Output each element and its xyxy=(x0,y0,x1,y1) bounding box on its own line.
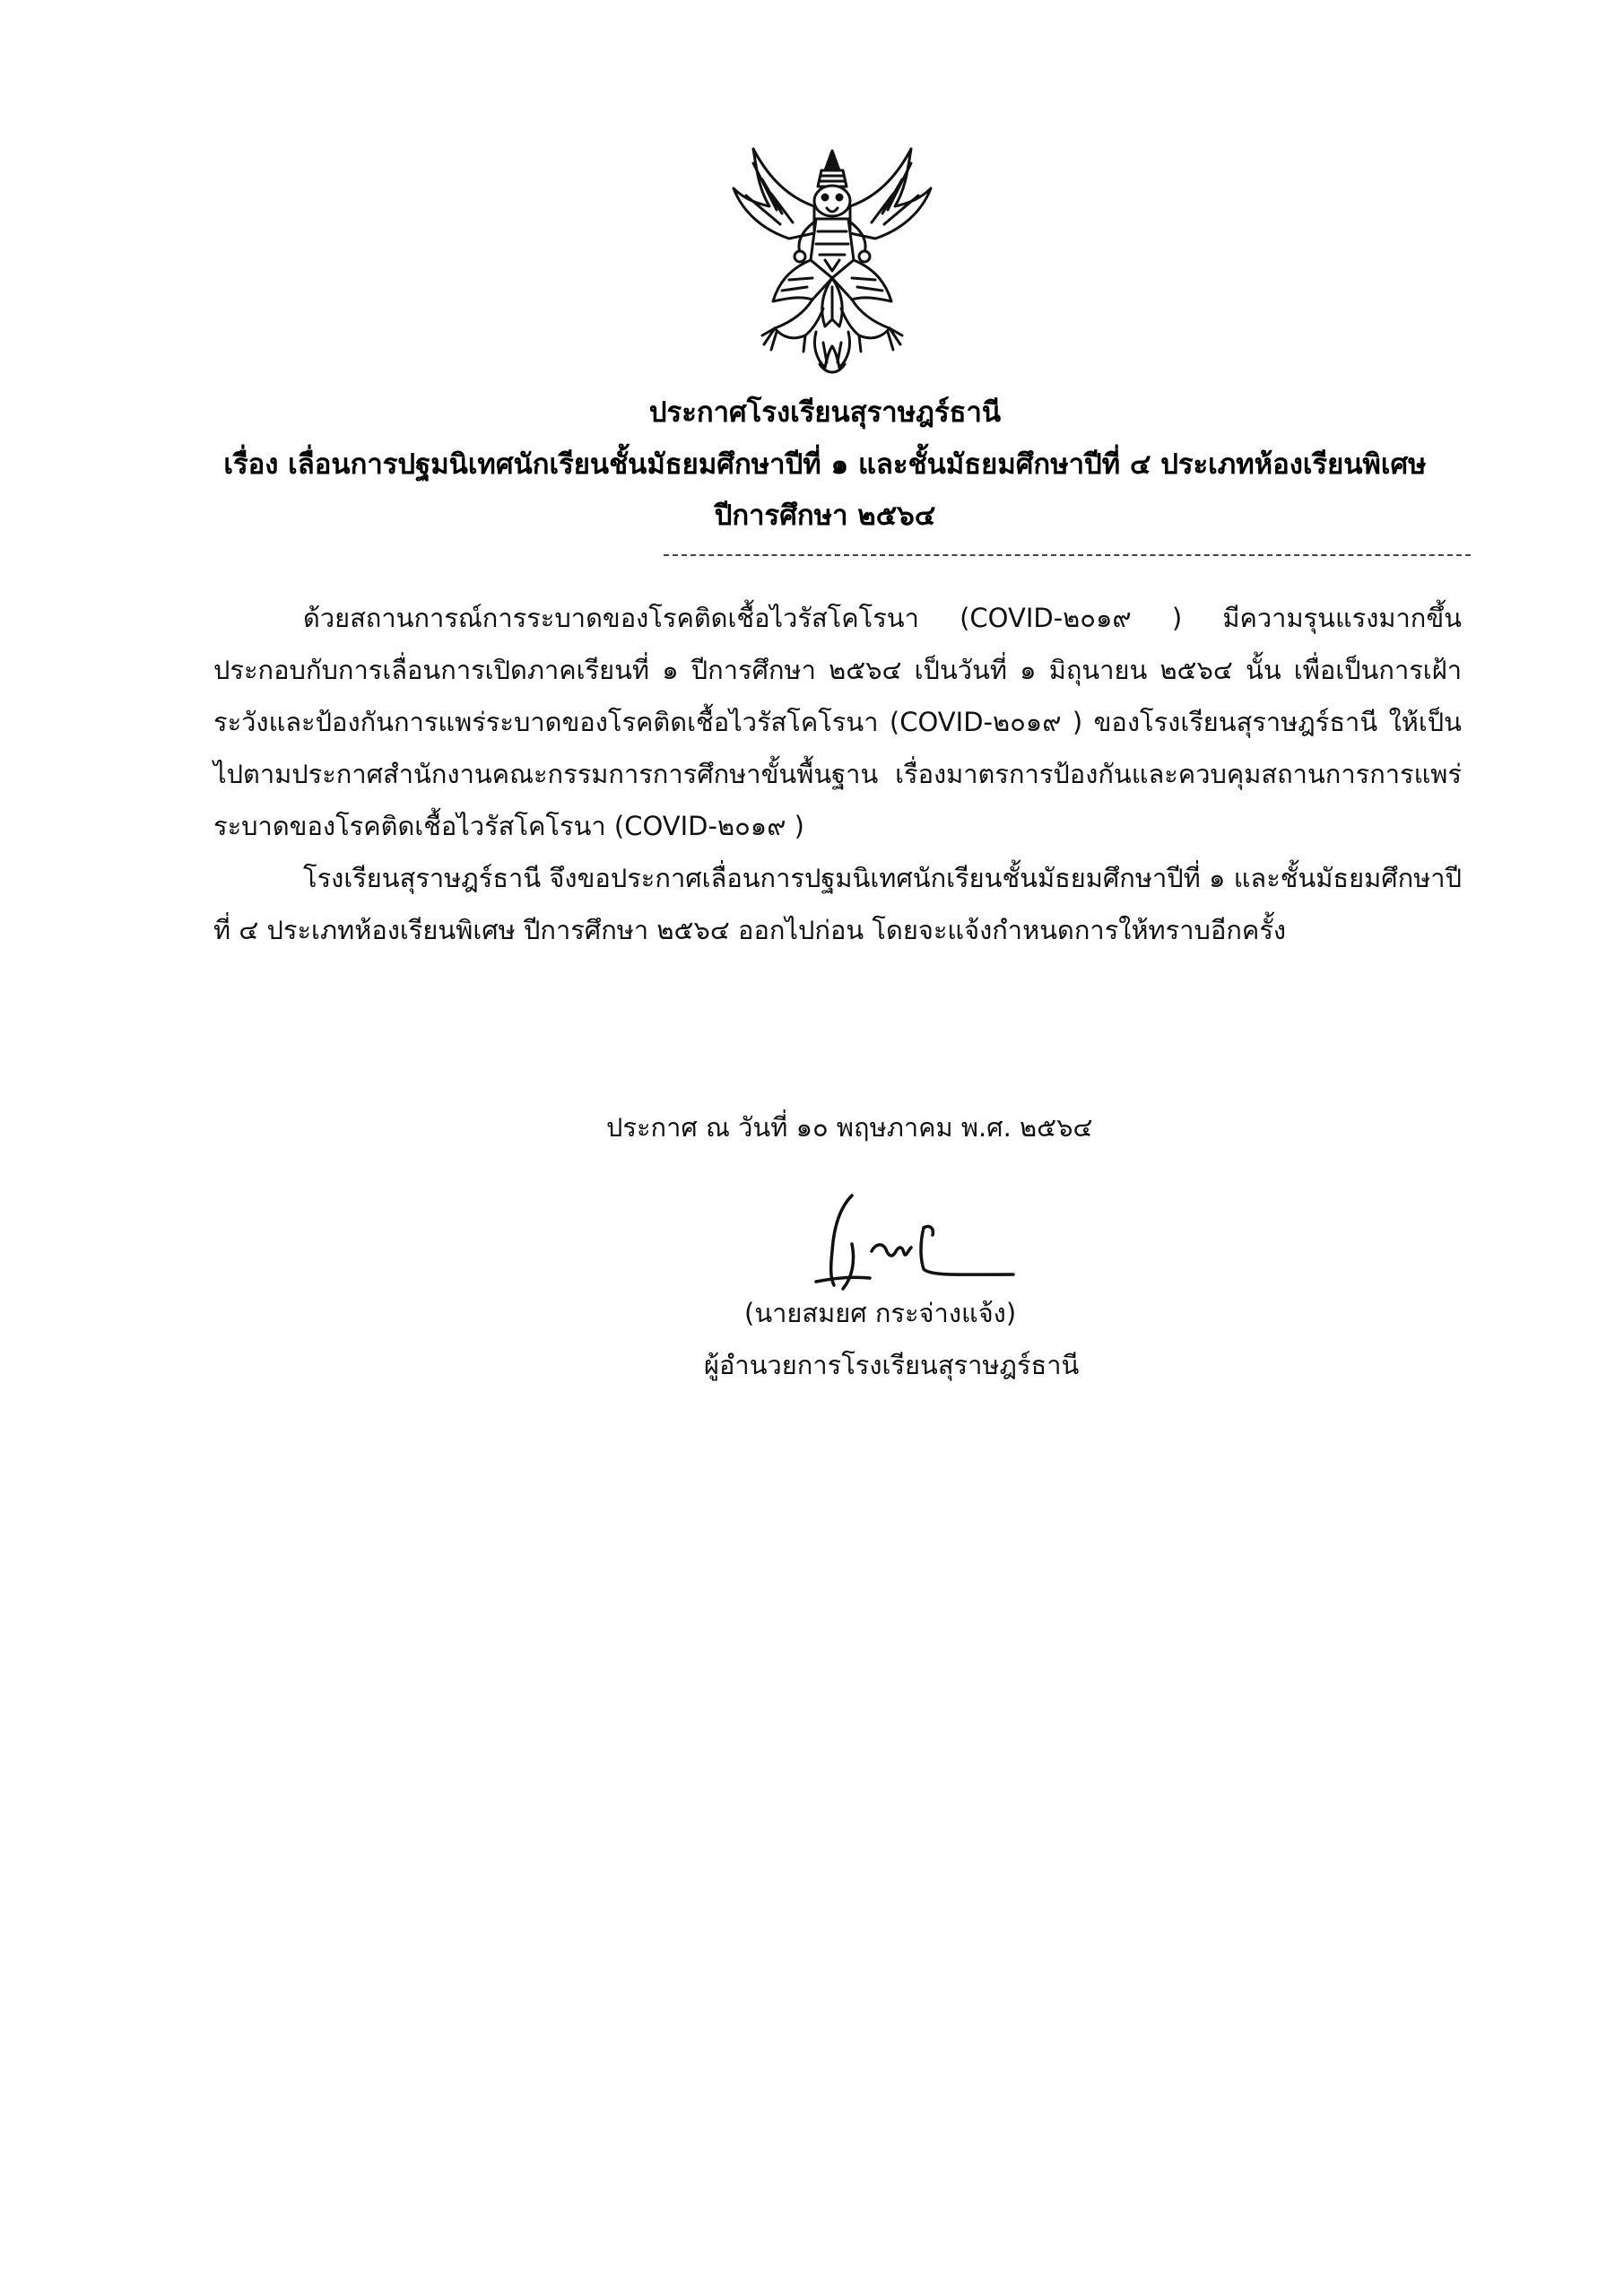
body-paragraph-2: โรงเรียนสุราษฎร์ธานี จึงขอประกาศเลื่อนการปฐมนิเทศนักเรียนชั้นมัธยมศึกษาปีที่ ๑ และชั้นมัธยมศึกษาปีที่ ๔ ประเภทห้องเรียนพิเศษ ปีการศึกษา ๒๕๖๔ ออกไปก่อน โดยจะแจ้งกำหนดการให้ทราบอีกครั้ง xyxy=(213,863,1462,945)
announcement-subject: เรื่อง เลื่อนการปฐมนิเทศนักเรียนชั้นมัธยมศึกษาปีที่ ๑ และชั้นมัธยมศึกษาปีที่ ๔ ประเภทห้องเรียนพิเศษ xyxy=(223,448,1427,481)
dashed-divider xyxy=(664,554,1471,556)
announcement-date: ประกาศ ณ วันที่ ๑๐ พฤษภาคม พ.ศ. ๒๕๖๔ xyxy=(606,1112,1093,1143)
body-paragraph-1: ด้วยสถานการณ์การระบาดของโรคติดเชื้อไวรัสโคโรนา (COVID-๒๐๑๙ ) มีความรุนแรงมากขึ้น ประกอบกับการเลื่อนการเปิดภาคเรียนที่ ๑ ปีการศึกษา ๒๕๖๔ เป็นวันที่ ๑ มิถุนายน ๒๕๖๔ นั้น เพื่อเป็นการเฝ้าระวังและป้องกันการแพร่ระบาดของโรคติดเชื้อไวรัสโคโรนา (COVID-๒๐๑๙ ) ของโรงเรียนสุราษฎร์ธานี ให้เป็นไปตามประกาศสำนักงานคณะกรรมการการศึกษาขั้นพื้นฐาน เรื่องมาตรการป้องกันและควบคุมสถานการการแพร่ระบาดของโรคติดเชื้อไวรัสโคโรนา (COVID-๒๐๑๙ ) xyxy=(213,603,1462,841)
handwritten-signature xyxy=(789,1188,1022,1296)
garuda-emblem-icon xyxy=(726,144,938,381)
academic-year-heading: ปีการศึกษา ๒๕๖๔ xyxy=(714,500,936,532)
signer-title: ผู้อำนวยการโรงเรียนสุราษฎร์ธานี xyxy=(704,1350,1080,1380)
signer-name: (นายสมยศ กระจ่างแจ้ง) xyxy=(744,1298,1017,1328)
announcement-title: ประกาศโรงเรียนสุราษฎร์ธานี xyxy=(648,396,1002,429)
